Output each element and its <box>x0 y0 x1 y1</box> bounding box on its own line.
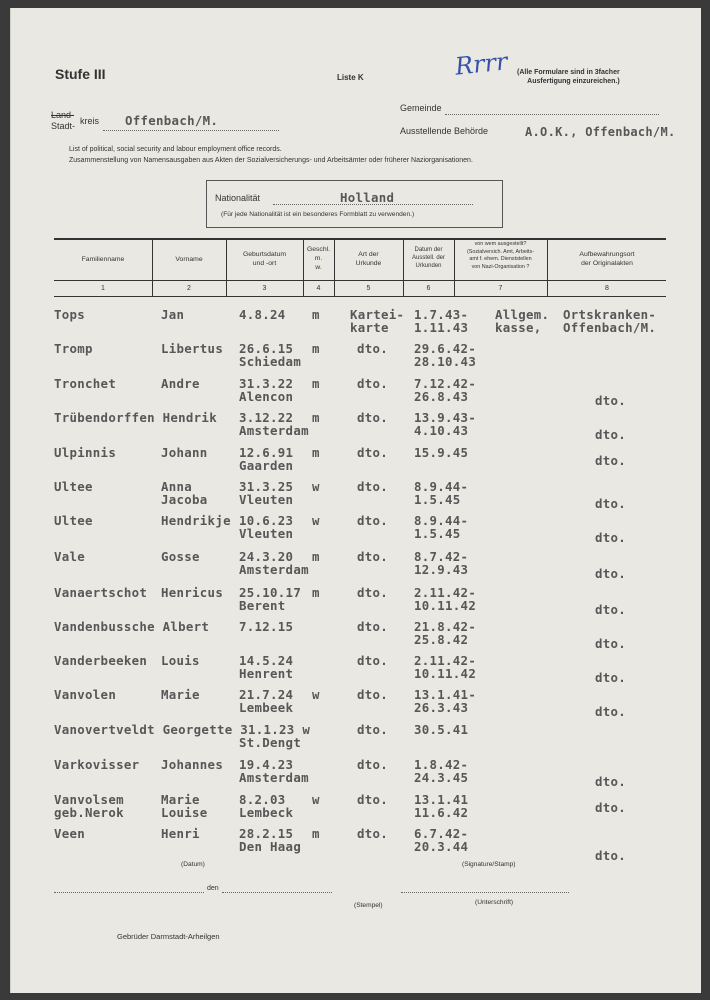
list-label: Liste K <box>337 73 364 82</box>
col-header-geburt: Geburtsdatum und -ort <box>242 251 287 267</box>
nationality-note: (Für jede Nationalität ist ein besonderes Formblatt zu verwenden.) <box>221 211 415 218</box>
col-header-datum: Datum der Ausstell. der Urkunden <box>411 247 445 269</box>
table-row: Tromp Libertus 26.6.15 Schiedam m dto. 29.6.42- 28.10.43 <box>54 341 477 369</box>
col-header-geschlecht: Geschl. m. w. <box>306 246 331 271</box>
col-number: 2 <box>187 285 191 292</box>
col-number: 1 <box>101 285 105 292</box>
table-row: Tronchet Andre 31.3.22 Alencon m dto. 7.12.42- 26.8.43 dto. <box>54 376 627 408</box>
district-line <box>103 130 279 131</box>
place-line <box>54 892 204 893</box>
table-row: Vanderbeeken Louis 14.5.24 Henrent dto. 2.11.42- 10.11.42 dto. <box>54 653 627 685</box>
unterschrift-caption: (Unterschrift) <box>475 899 514 906</box>
col-number: 4 <box>316 285 321 292</box>
table-row: Vanaertschot Henricus 25.10.17 Berent m dto. 2.11.42- 10.11.42 dto. <box>54 585 627 617</box>
form-stage-title: Stufe III <box>55 66 106 82</box>
col-number: 6 <box>426 285 431 292</box>
stamp-caption: (Stempel) <box>354 902 383 909</box>
table-top-rule <box>54 238 666 240</box>
table-row: Trübendorffen Hendrik 3.12.22 Amsterdam m dto. 13.9.43- 4.10.43 dto. <box>54 410 627 442</box>
date-caption: (Datum) <box>181 861 205 868</box>
col-number: 3 <box>262 285 267 292</box>
table-row: Varkovisser Johannes 19.4.23 Amsterdam dto. 1.8.42- 24.3.45 dto. <box>54 757 627 789</box>
intro-en: List of political, social security and labour employment office records. <box>69 146 282 153</box>
authority-label: Ausstellende Behörde <box>400 126 489 136</box>
gemeinde-line <box>445 114 659 115</box>
nationality-value: Holland <box>340 190 395 205</box>
intro-de: Zusammenstellung von Namensausgaben aus Akten der Sozialversicherungs- und Arbeitsämter oder früherer Naziorganisationen. <box>69 157 473 164</box>
table-header-rule <box>54 280 666 281</box>
col-header-aufbewahrung: Aufbewahrungsort der Originalakten <box>579 251 635 267</box>
col-header-familienname: Familienname <box>81 256 125 263</box>
printer-imprint: Gebrüder Darmstadt-Arheilgen <box>117 932 220 941</box>
district-value: Offenbach/M. <box>125 113 219 128</box>
col-number: 5 <box>366 285 371 292</box>
signature-line <box>401 892 569 893</box>
district-type-label: Land- Stadt- <box>51 110 76 131</box>
col-header-vorname: Vorname <box>175 256 203 263</box>
signature-caption: (Signature/Stamp) <box>462 861 516 868</box>
table-row: Vanvolen Marie 21.7.24 Lembeek w dto. 13.1.41- 26.3.43 dto. <box>54 687 627 719</box>
copy-note: (Alle Formulare sind in 3facher Ausfertigung einzureichen.) <box>517 69 620 85</box>
district-kreis-label: kreis <box>80 116 100 126</box>
authority-value: A.O.K., Offenbach/M. <box>525 125 676 139</box>
table-row: Ultee Hendrikje 10.6.23 Vleuten w dto. 8.9.44- 1.5.45 dto. <box>54 513 627 545</box>
nationality-label: Nationalität <box>215 193 261 203</box>
handwritten-mark: Rrrr <box>453 47 509 81</box>
table-row: Tops Jan 4.8.24 m Kartei- karte 1.7.43- 1.11.43 Allgem. kasse, Ortskranken- Offenbach/M. <box>54 307 657 335</box>
col-number: 7 <box>498 285 503 292</box>
table-row: Veen Henri 28.2.15 Den Haag m dto. 6.7.42- 20.3.44 dto. <box>54 826 627 863</box>
document-sheet <box>10 8 701 993</box>
col-number: 8 <box>605 285 609 292</box>
table-row: Vanovertveldt Georgette 31.1.23 w St.Dengt dto. 30.5.41 <box>54 722 469 750</box>
table-row: Ultee Anna Jacoba 31.3.25 Vleuten w dto. 8.9.44- 1.5.45 dto. <box>54 479 627 511</box>
table-row: Ulpinnis Johann 12.6.91 Gaarden m dto. 15.9.45 dto. <box>54 445 627 473</box>
nationality-box <box>206 180 503 228</box>
table-row: Vandenbussche Albert 7.12.15 dto. 21.8.42- 25.8.42 dto. <box>54 619 627 651</box>
den-label: den <box>207 885 219 892</box>
table-row: Vanvolsem geb.Nerok Marie Louise 8.2.03 Lembeck w dto. 13.1.41 11.6.42 dto. <box>54 792 627 820</box>
date-line <box>222 892 332 893</box>
gemeinde-label: Gemeinde <box>400 103 442 113</box>
table-row: Vale Gosse 24.3.20 Amsterdam m dto. 8.7.42- 12.9.43 dto. <box>54 549 627 581</box>
col-header-woher: von wem ausgestellt? (Sozialversich. Amt, Arbeits- amt f. ehem. Dienststellen von Nazi-Organisation ? <box>466 241 535 270</box>
col-header-art: Art der Urkunde <box>355 251 382 267</box>
table-number-rule <box>54 296 666 297</box>
